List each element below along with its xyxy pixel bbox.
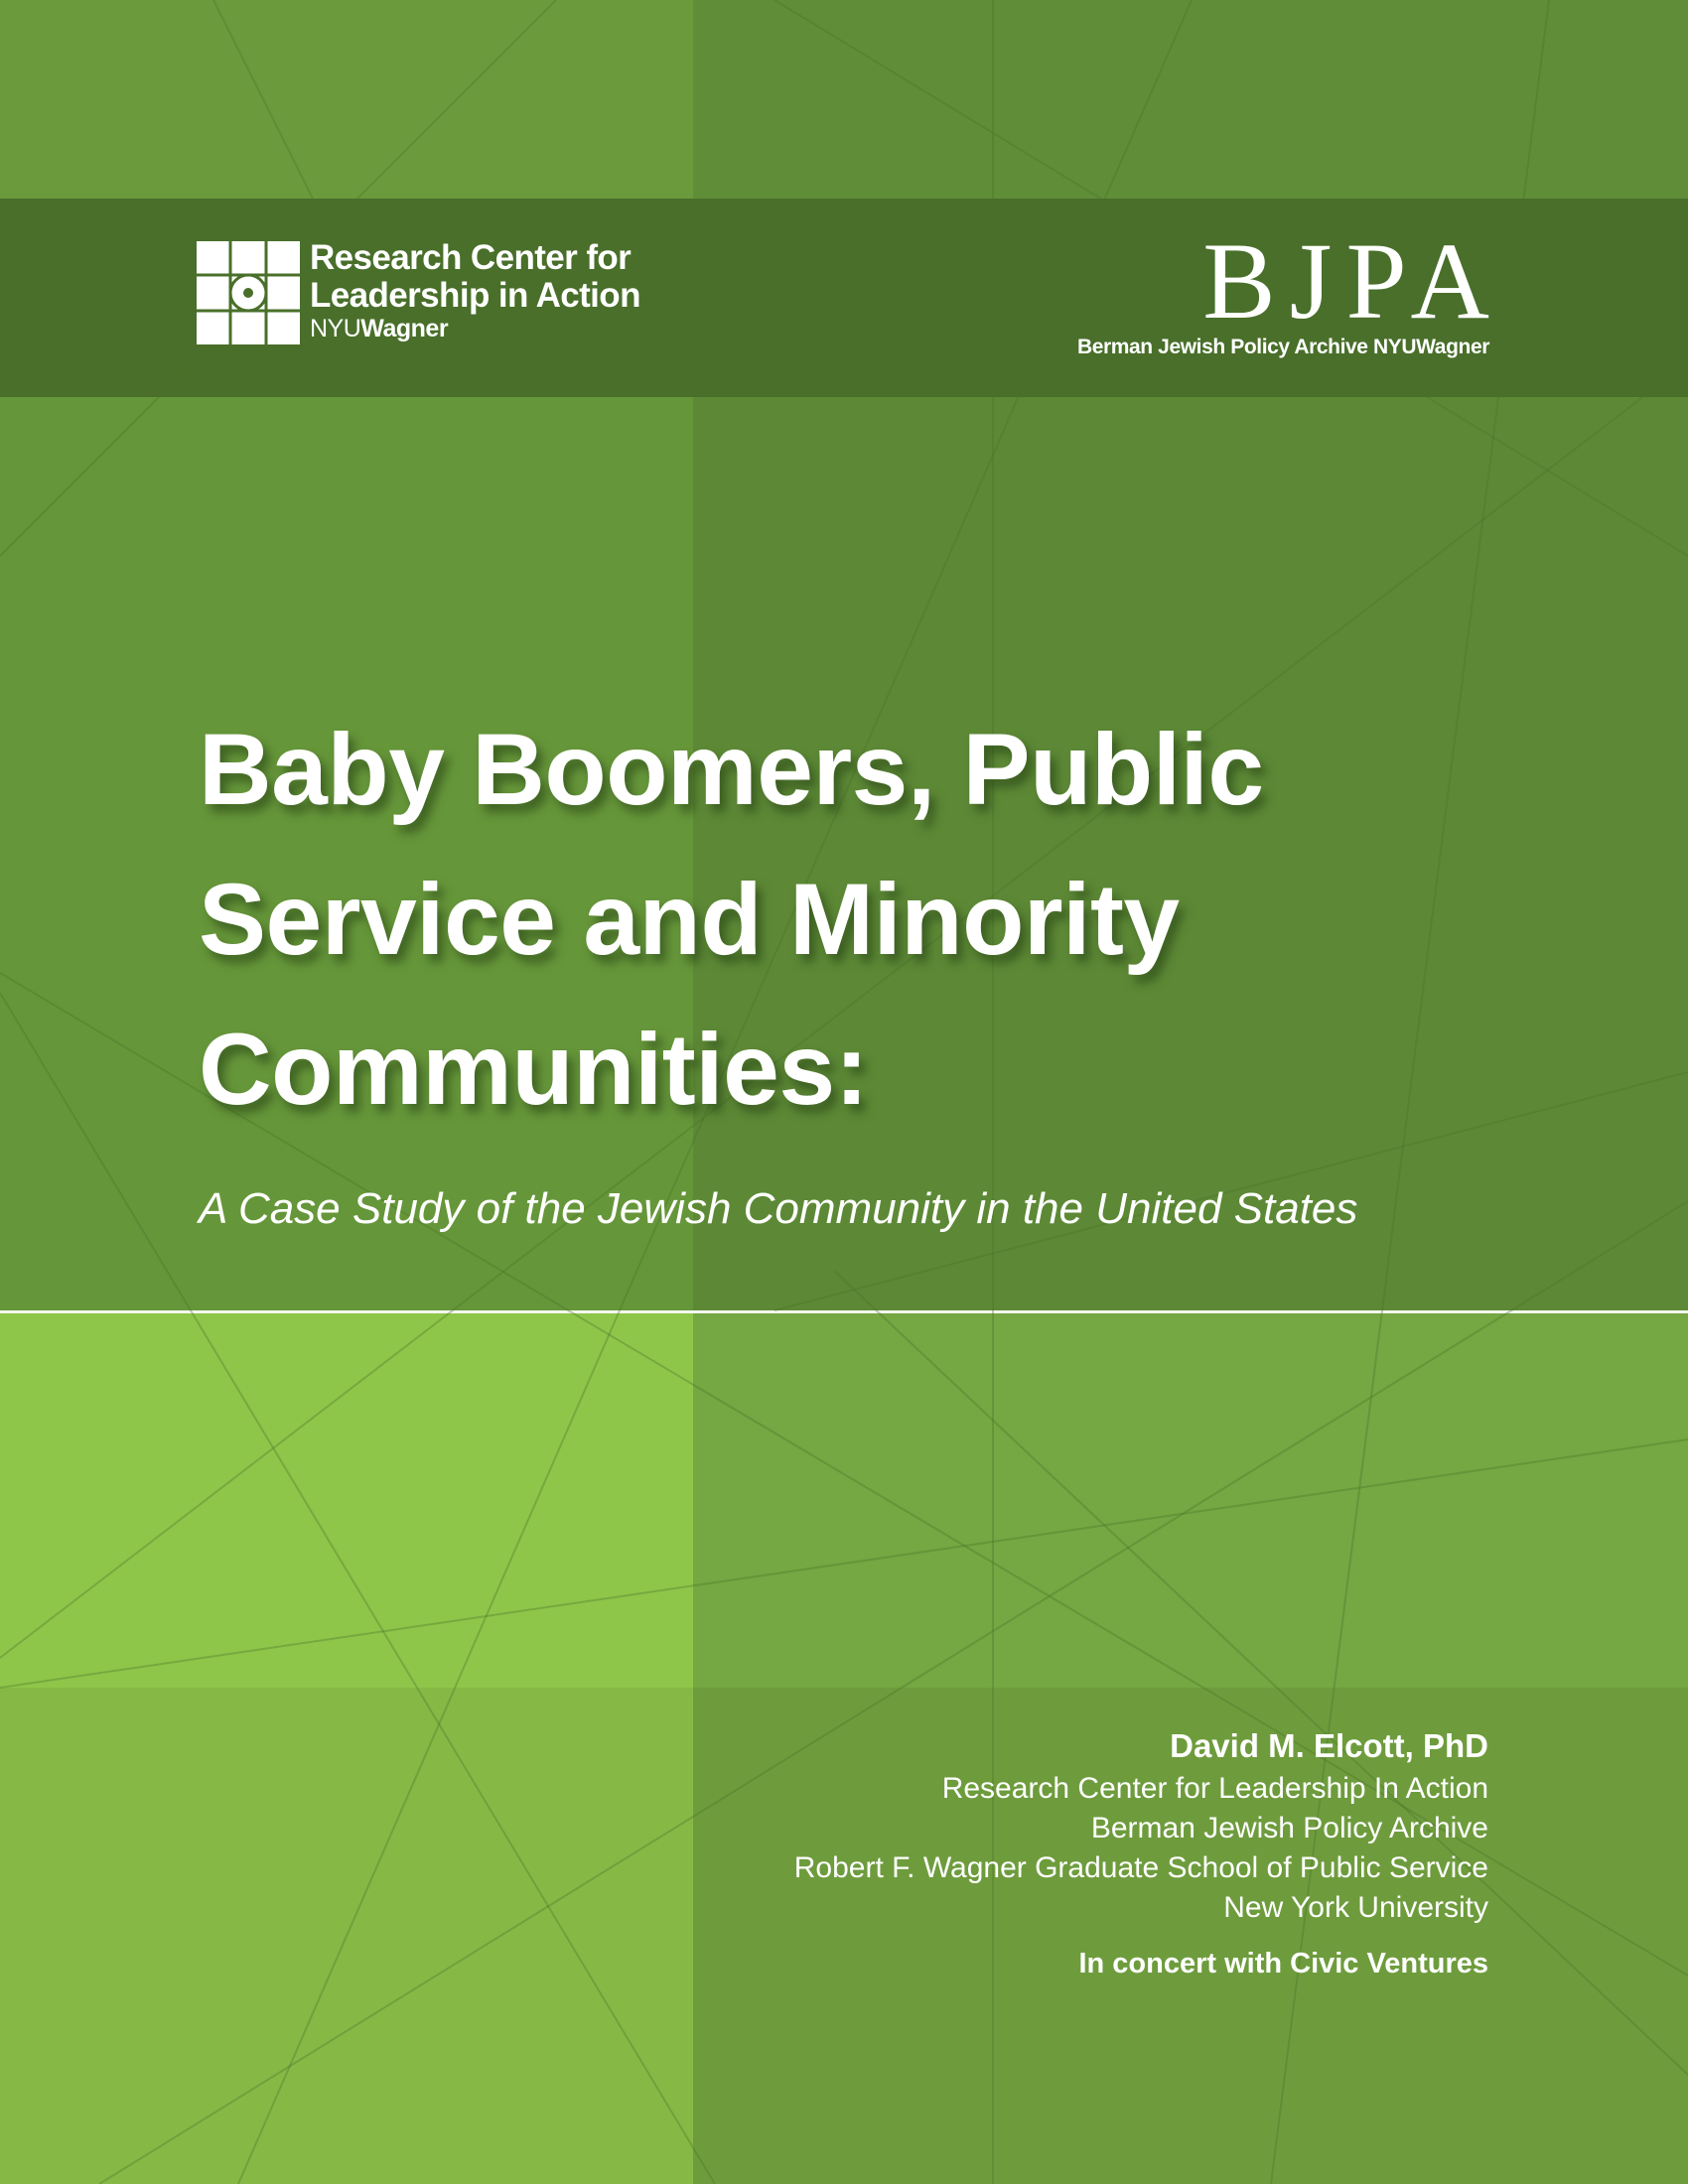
- nyu-text: NYU: [310, 315, 361, 342]
- page-subtitle: A Case Study of the Jewish Community in the United States: [199, 1184, 1358, 1233]
- author-name: David M. Elcott, PhD: [1170, 1727, 1488, 1764]
- bjpa-subtitle: Berman Jewish Policy Archive NYUWagner: [1076, 336, 1489, 358]
- title-line-2: Service and Minority: [199, 863, 1180, 976]
- rcla-logo-line1: Research Center for: [310, 238, 632, 277]
- bjpa-logo: [1076, 220, 1503, 359]
- affiliation-line: New York University: [1223, 1891, 1488, 1924]
- rcla-logo-line3: [310, 315, 640, 342]
- author-block: [794, 1723, 1488, 1983]
- bjpa-wordmark: BJPA: [1202, 220, 1503, 341]
- affiliation-line: Robert F. Wagner Graduate School of Public Service: [793, 1851, 1488, 1884]
- affiliation-line: Research Center for Leadership In Action: [941, 1772, 1488, 1805]
- title-line-3: Communities:: [199, 1013, 869, 1126]
- affiliation-line: Berman Jewish Policy Archive: [1090, 1812, 1488, 1844]
- rcla-grid-logo-icon: [197, 241, 300, 344]
- in-concert-note: In concert with Civic Ventures: [1078, 1948, 1488, 1979]
- title-line-1: Baby Boomers, Public: [199, 713, 1264, 826]
- page-title: [199, 695, 1489, 1145]
- rcla-logo-line2: Leadership in Action: [310, 276, 640, 315]
- wagner-text: Wagner: [360, 315, 449, 342]
